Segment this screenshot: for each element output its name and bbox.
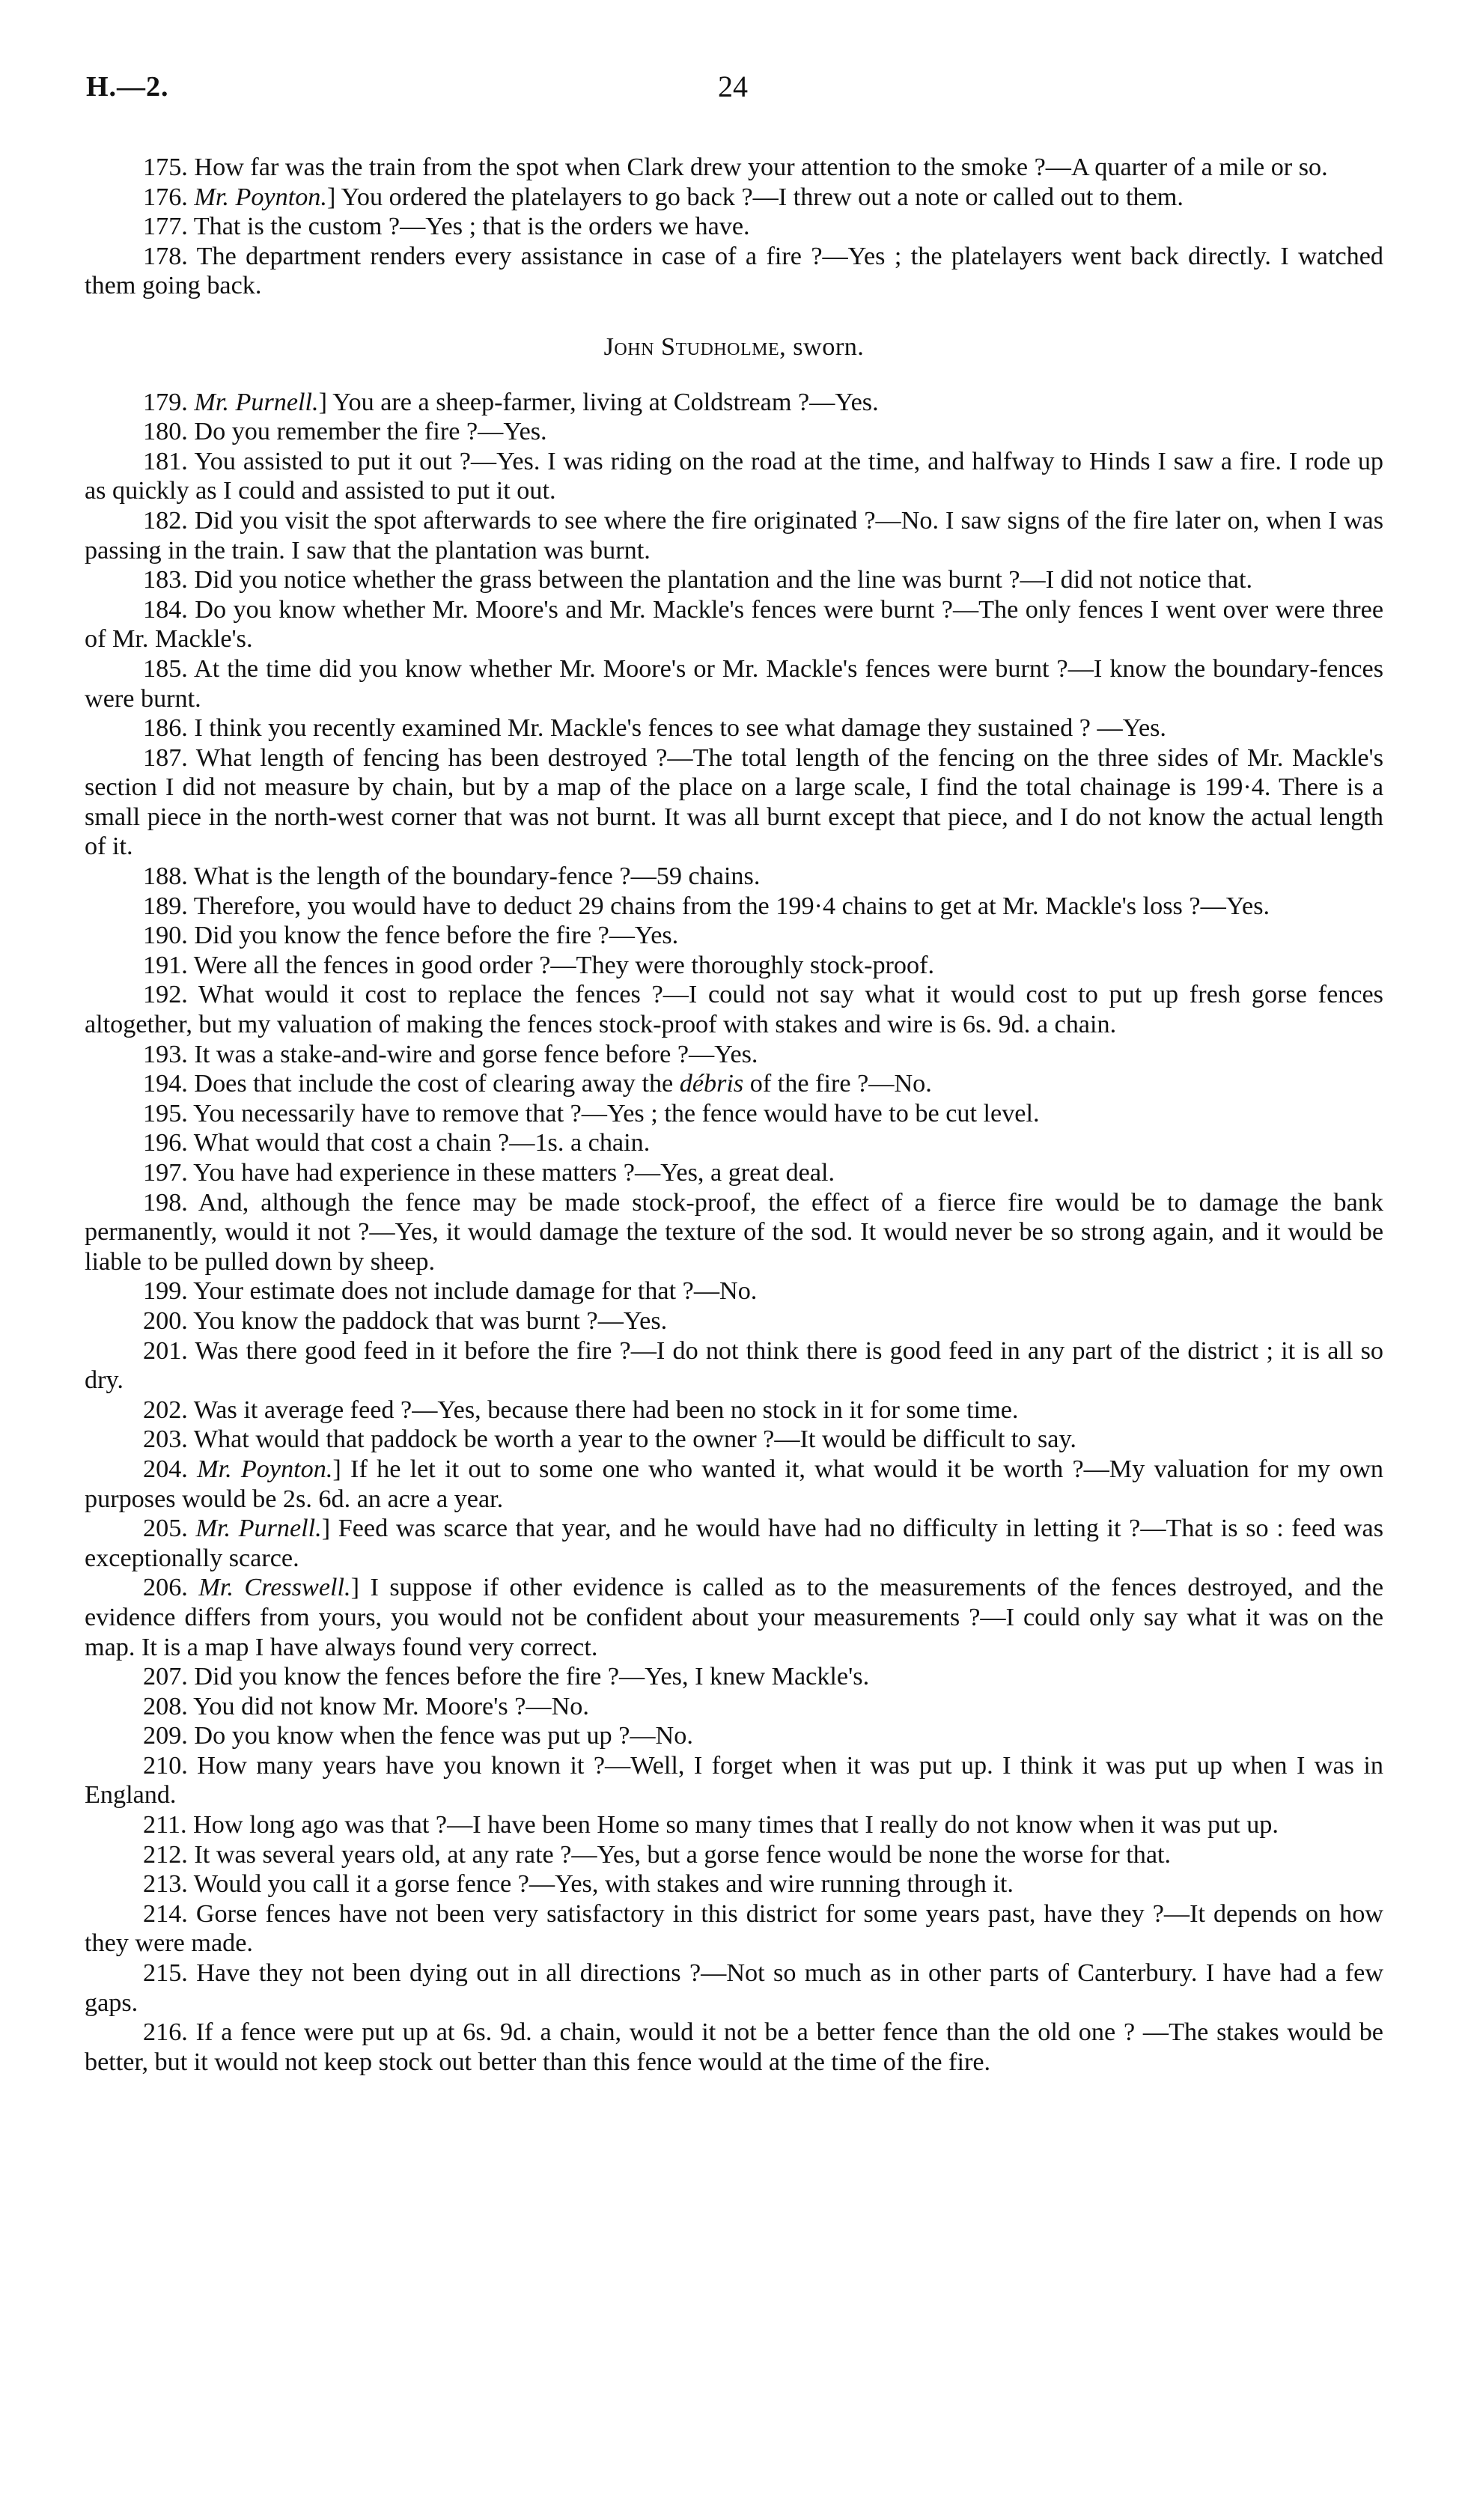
question-number: 212. <box>143 1840 188 1869</box>
document-page <box>85 58 1383 2077</box>
question-answer-text: Do you remember the fire ?—Yes. <box>194 418 547 446</box>
question-number: 189. <box>143 892 188 920</box>
question-number: 191. <box>143 951 188 979</box>
question-answer-text: ] Feed was scarce that year, and he would have had no difficulty in letting it ?—That is so : feed was exceptionally scarce. <box>85 1515 1384 1572</box>
question-number: 210. <box>143 1751 188 1780</box>
question-answer-text: What would it cost to replace the fences ?—I could not say what it would cost to put up fresh gorse fences altogether, but my valuation of making the fences stock-proof with stakes and wire is 6s. 9d. a chain. <box>85 981 1383 1039</box>
question-number: 215. <box>143 1959 188 1988</box>
speaker-name: Mr. Cresswell. <box>198 1574 351 1602</box>
question-paragraph <box>85 183 1383 213</box>
question-answer-text: At the time did you know whether Mr. Moore's or Mr. Mackle's fences were burnt ?—I know the boundary-fences were burnt. <box>85 654 1383 713</box>
question-number: 206. <box>143 1574 188 1602</box>
italic-term: débris <box>679 1070 744 1098</box>
question-answer-text: How far was the train from the spot when Clark drew your attention to the smoke ?—A quarter of a mile or so. <box>194 153 1328 181</box>
question-paragraph <box>85 1514 1383 1573</box>
question-answer-text: Were all the fences in good order ?—They were thoroughly stock-proof. <box>193 951 935 979</box>
question-answer-text: You have had experience in these matters ?—Yes, a great deal. <box>193 1159 835 1187</box>
question-answer-text: You know the paddock that was burnt ?—Yes. <box>193 1306 668 1335</box>
question-answer-text: What length of fencing has been destroyed ?—The total length of the fencing on the three sides of Mr. Mackle's section I did not measure by chain, but by a map of the place on a large scale, I find the total chainage is 199·4. There is a small piece in the north-west corner that was not burnt. It was all burnt except that piece, and I do not know the actual length of it. <box>85 743 1383 861</box>
question-answer-text: Was there good feed in it before the fire ?—I do not think there is good feed in any part of the district ; it is all so dry. <box>85 1336 1384 1395</box>
question-number: 195. <box>143 1099 188 1127</box>
question-answer-text: How long ago was that ?—I have been Home so many times that I really do not know when it was put up. <box>193 1811 1279 1839</box>
question-paragraph <box>85 212 1383 242</box>
question-answer-text: What is the length of the boundary-fence ?—59 chains. <box>193 862 761 891</box>
question-number: 179. <box>143 388 188 416</box>
evidence-transcript <box>85 153 1383 2077</box>
question-paragraph <box>85 1899 1383 1959</box>
sworn-label: , sworn. <box>779 332 865 361</box>
speaker-name: Mr. Purnell. <box>194 388 319 416</box>
question-answer-text: What would that paddock be worth a year to the owner ?—It would be difficult to say. <box>193 1425 1076 1454</box>
question-number: 205. <box>143 1515 188 1543</box>
question-paragraph <box>85 1158 1383 1188</box>
question-paragraph <box>85 1751 1383 1810</box>
question-answer-text: Do you know when the fence was put up ?—No. <box>194 1722 693 1750</box>
witness-sworn-heading <box>85 332 1383 362</box>
question-answer-text: You assisted to put it out ?—Yes. I was riding on the road at the time, and halfway to Hinds I saw a fire. I rode up as quickly as I could and assisted to put it out. <box>85 447 1384 505</box>
question-paragraph <box>85 743 1383 862</box>
question-paragraph <box>85 1099 1383 1129</box>
question-answer-text: Therefore, you would have to deduct 29 chains from the 199·4 chains to get at Mr. Mackle's loss ?—Yes. <box>193 892 1270 920</box>
question-number: 211. <box>143 1811 187 1839</box>
question-number: 202. <box>143 1396 188 1424</box>
question-number: 182. <box>143 506 188 535</box>
question-paragraph <box>85 1069 1383 1099</box>
question-paragraph <box>85 921 1383 951</box>
question-paragraph <box>85 1721 1383 1751</box>
question-paragraph <box>85 1455 1383 1514</box>
question-paragraph <box>85 1869 1383 1899</box>
question-number: 187. <box>143 743 188 772</box>
question-number: 209. <box>143 1722 188 1750</box>
question-number: 201. <box>143 1336 188 1365</box>
question-answer-text: You did not know Mr. Moore's ?—No. <box>193 1692 589 1720</box>
question-number: 199. <box>143 1277 188 1306</box>
question-paragraph <box>85 1425 1383 1455</box>
question-answer-text: You necessarily have to remove that ?—Yes ; the fence would have to be cut level. <box>193 1099 1040 1127</box>
question-paragraph <box>85 506 1383 565</box>
question-number: 175. <box>143 153 188 181</box>
question-answer-text: ] If he let it out to some one who wanted it, what would it be worth ?—My valuation for my own purposes would be 2s. 6d. an acre a year. <box>85 1455 1384 1513</box>
question-number: 207. <box>143 1663 188 1691</box>
page-header <box>85 58 1383 112</box>
question-paragraph <box>85 892 1383 922</box>
answer-text: of the fire ?—No. <box>743 1070 932 1098</box>
question-paragraph <box>85 1810 1383 1840</box>
question-number: 188. <box>143 862 188 891</box>
question-number: 183. <box>143 566 188 594</box>
question-paragraph <box>85 2018 1383 2077</box>
speaker-name: Mr. Poynton. <box>197 1455 333 1483</box>
question-number: 192. <box>143 981 188 1009</box>
question-answer-text: The department renders every assistance in case of a fire ?—Yes ; the platelayers went back directly. I watched them going back. <box>85 242 1384 300</box>
question-answer-text: Did you know the fence before the fire ?—Yes. <box>194 922 679 950</box>
question-answer-text: How many years have you known it ?—Well, I forget when it was put up. I think it was put up when I was in England. <box>85 1751 1383 1810</box>
question-answer-text: It was a stake-and-wire and gorse fence before ?—Yes. <box>194 1040 758 1068</box>
question-paragraph <box>85 980 1383 1039</box>
question-paragraph <box>85 1840 1383 1870</box>
question-answer-text: Do you know whether Mr. Moore's and Mr. Mackle's fences were burnt ?—The only fences I went over were three of Mr. Mackle's. <box>85 595 1383 654</box>
question-number: 203. <box>143 1425 188 1454</box>
question-text: Does that include the cost of clearing away the <box>194 1070 680 1098</box>
question-number: 200. <box>143 1306 188 1335</box>
question-paragraph <box>85 1396 1383 1425</box>
question-number: 204. <box>143 1455 188 1483</box>
question-number: 214. <box>143 1899 188 1928</box>
question-answer-text: That is the custom ?—Yes ; that is the orders we have. <box>193 213 750 241</box>
question-answer-text: If a fence were put up at 6s. 9d. a chain, would it not be a better fence than the old one ? —The stakes would be better, but it would not keep stock out better than this fence would at the time of the fire. <box>85 2018 1383 2076</box>
question-paragraph <box>85 1336 1383 1396</box>
question-answer-text: I think you recently examined Mr. Mackle's fences to see what damage they sustained ? —Yes. <box>194 714 1166 743</box>
question-paragraph <box>85 713 1383 743</box>
question-answer-text: Your estimate does not include damage for that ?—No. <box>193 1277 758 1306</box>
question-paragraph <box>85 1692 1383 1722</box>
question-number: 184. <box>143 595 188 624</box>
question-number: 180. <box>143 418 188 446</box>
question-paragraph <box>85 1040 1383 1070</box>
page-number: 24 <box>718 70 748 103</box>
question-number: 193. <box>143 1040 188 1068</box>
question-number: 194. <box>143 1070 188 1098</box>
question-paragraph <box>85 1573 1383 1662</box>
question-number: 176. <box>143 183 188 211</box>
witness-name: John Studholme <box>603 332 780 361</box>
question-paragraph <box>85 1188 1383 1277</box>
question-number: 185. <box>143 654 188 683</box>
question-number: 177. <box>143 213 188 241</box>
question-paragraph <box>85 595 1383 654</box>
question-answer-text: Did you visit the spot afterwards to see where the fire originated ?—No. I saw signs of the fire later on, when I was passing in the train. I saw that the plantation was burnt. <box>85 506 1384 564</box>
question-number: 190. <box>143 922 188 950</box>
question-number: 208. <box>143 1692 188 1720</box>
question-number: 181. <box>143 447 188 475</box>
question-answer-text: Have they not been dying out in all directions ?—Not so much as in other parts of Canterbury. I have had a few gaps. <box>85 1959 1384 2017</box>
question-answer-text: Did you notice whether the grass between the plantation and the line was burnt ?—I did not notice that. <box>194 566 1253 594</box>
question-number: 178. <box>143 242 188 270</box>
question-paragraph <box>85 447 1383 506</box>
question-paragraph <box>85 417 1383 447</box>
question-number: 186. <box>143 714 188 743</box>
question-number: 198. <box>143 1188 188 1217</box>
parliamentary-paper-reference: H.—2. <box>86 71 169 103</box>
question-answer-text: ] You are a sheep-farmer, living at Coldstream ?—Yes. <box>318 388 879 416</box>
question-answer-text: What would that cost a chain ?—1s. a chain. <box>193 1129 651 1157</box>
question-paragraph <box>85 153 1383 183</box>
question-answer-text: Did you know the fences before the fire ?—Yes, I knew Mackle's. <box>194 1663 870 1691</box>
question-paragraph <box>85 388 1383 418</box>
question-paragraph <box>85 654 1383 713</box>
question-paragraph <box>85 862 1383 892</box>
question-number: 196. <box>143 1129 188 1157</box>
question-number: 216. <box>143 2018 188 2047</box>
question-number: 213. <box>143 1870 188 1899</box>
question-paragraph <box>85 1306 1383 1336</box>
question-paragraph <box>85 242 1383 301</box>
question-answer-text: It was several years old, at any rate ?—Yes, but a gorse fence would be none the worse for that. <box>194 1840 1172 1869</box>
question-answer-text: Gorse fences have not been very satisfactory in this district for some years past, have they ?—It depends on how they were made. <box>85 1899 1383 1958</box>
question-paragraph <box>85 1276 1383 1306</box>
question-paragraph <box>85 1128 1383 1158</box>
question-paragraph <box>85 951 1383 981</box>
question-answer-text: And, although the fence may be made stock-proof, the effect of a fierce fire would be to damage the bank permanently, would it not ?—Yes, it would damage the texture of the sod. It would never be so strong again, and it would be liable to be pulled down by sheep. <box>85 1188 1383 1276</box>
question-paragraph <box>85 1959 1383 2018</box>
question-number: 197. <box>143 1159 188 1187</box>
question-answer-text: Would you call it a gorse fence ?—Yes, with stakes and wire running through it. <box>193 1870 1014 1899</box>
question-paragraph <box>85 565 1383 595</box>
question-answer-text: ] You ordered the platelayers to go back ?—I threw out a note or called out to them. <box>326 183 1184 211</box>
question-answer-text: ] I suppose if other evidence is called as to the measurements of the fences destroyed, and the evidence differs from yours, you would not be confident about your measurements ?—I could only say what it was on the map. It is a map I have always found very correct. <box>85 1574 1384 1661</box>
speaker-name: Mr. Purnell. <box>195 1515 322 1543</box>
question-paragraph <box>85 1662 1383 1692</box>
question-answer-text: Was it average feed ?—Yes, because there had been no stock in it for some time. <box>193 1396 1019 1424</box>
speaker-name: Mr. Poynton. <box>194 183 327 211</box>
